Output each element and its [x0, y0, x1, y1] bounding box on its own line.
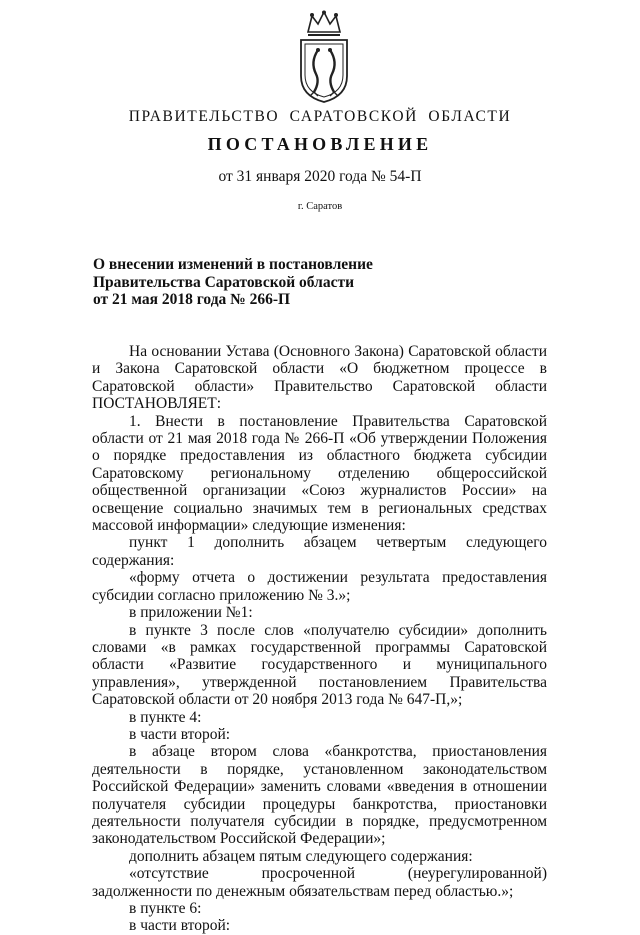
document-heading — [93, 256, 373, 309]
government-title: ПРАВИТЕЛЬСТВО САРАТОВСКОЙ ОБЛАСТИ — [128, 108, 512, 125]
paragraph: в пункте 6: — [129, 900, 202, 917]
document-body — [92, 343, 547, 935]
paragraph: в абзаце втором слова «банкротства, приостановления деятельности в порядке, установленном законодательством Российской Федерации» заменить словами «введения в отношении получателя субсидии процедуры банкротства, приостановки деятельности получателя субсидии в порядке, предусмотренном законодательством Российской Федерации»; — [92, 743, 547, 848]
paragraph: в части второй: — [129, 725, 231, 743]
paragraph: дополнить абзацем пятым следующего содержания: — [129, 847, 473, 865]
heading-line: Правительства Саратовской области — [93, 273, 354, 291]
paragraph: «форму отчета о достижении результата предоставления субсидии согласно приложению № 3.»; — [92, 569, 547, 604]
document-type: ПОСТАНОВЛЕНИЕ — [207, 134, 433, 154]
heading-line: О внесении изменений в постановление — [93, 256, 373, 273]
paragraph: 1. Внести в постановление Правительства Саратовской области от 21 мая 2018 года № 266-П «Об утверждении Положения о порядке предоставления из областного бюджета субсидии Саратовскому региональному отделению общероссийской общественной организации «Союз журналистов России» на освещение социально значимых тем в региональных средствах массовой информации» следующие изменения: — [92, 412, 547, 535]
saratov-coat-of-arms-icon — [296, 10, 352, 104]
paragraph: На основании Устава (Основного Закона) Саратовской области и Закона Саратовской области «О бюджетном процессе в Саратовской области» Правительство Саратовской области ПОСТАНОВЛЯЕТ: — [92, 343, 547, 413]
paragraph: в пункте 3 после слов «получателю субсидии» дополнить словами «в рамках государственной программы Саратовской области «Развитие государственного и муниципального управления», утвержденной постановлением Правительства Саратовской области от 20 ноября 2013 года № 647-П,»; — [92, 621, 547, 709]
paragraph: пункт 1 дополнить абзацем четвертым следующего содержания: — [92, 534, 547, 569]
heading-line: от 21 мая 2018 года № 266-П — [93, 291, 291, 308]
paragraph: «отсутствие просроченной (неурегулированной) задолженности по денежным обязательствам перед областью.»; — [92, 865, 547, 900]
document-date-number: от 31 января 2020 года № 54-П — [218, 168, 422, 185]
document-place: г. Саратов — [297, 201, 343, 212]
paragraph: в части второй: — [129, 917, 231, 935]
paragraph: в приложении №1: — [129, 604, 253, 622]
paragraph: в пункте 4: — [129, 708, 202, 726]
